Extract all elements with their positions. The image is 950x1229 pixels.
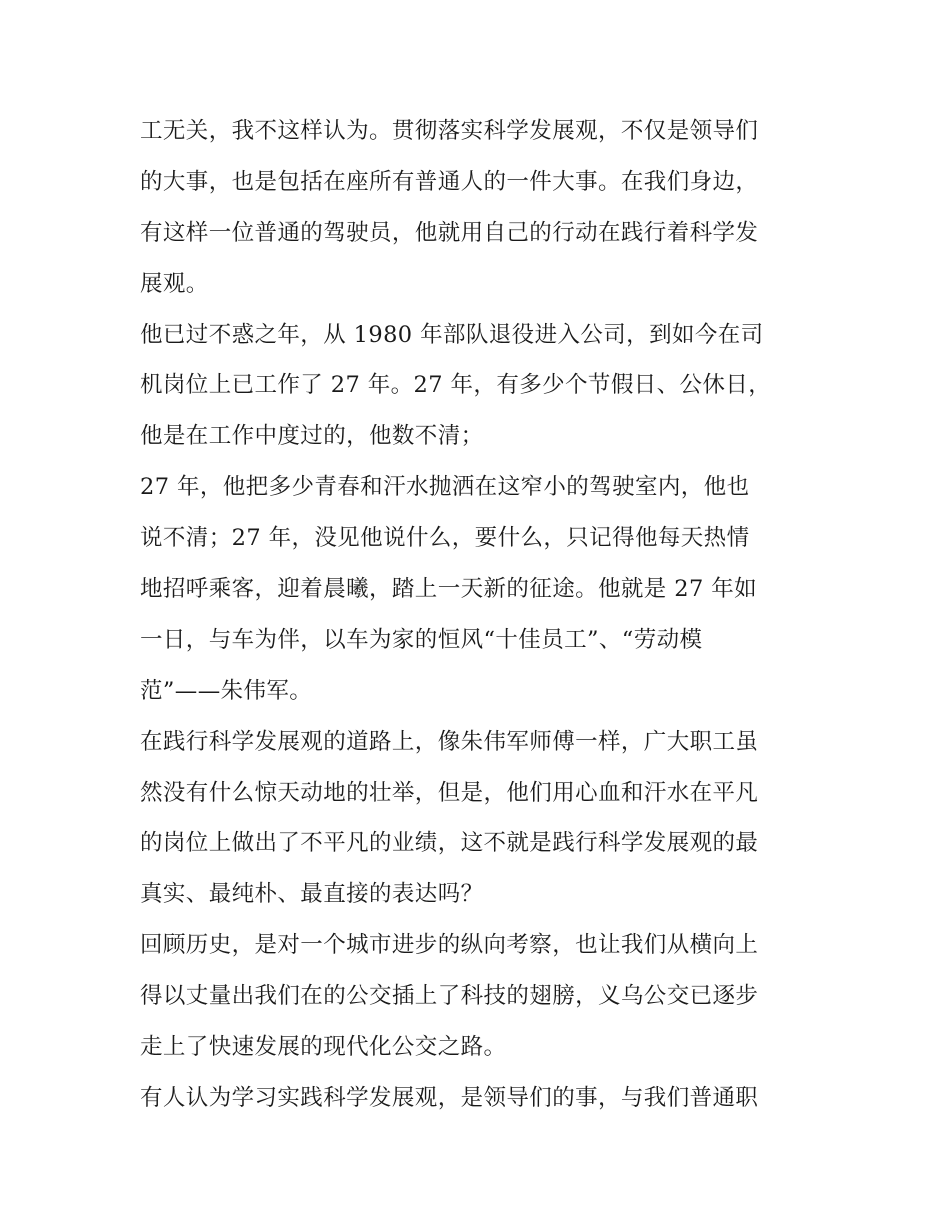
text-line: 一日，与车为伴，以车为家的恒风“十佳员工”、“劳动模 [140,626,703,653]
text-line: 然没有什么惊天动地的壮举，但是，他们用心血和汗水在平凡 [140,779,759,806]
text-line: 真实、最纯朴、最直接的表达吗？ [140,881,484,908]
text-line: 有人认为学习实践科学发展观，是领导们的事，与我们普通职 [140,1084,759,1111]
text-line: 走上了快速发展的现代化公交之路。 [140,1034,507,1061]
text-line: 范”——朱伟军。 [140,677,313,704]
text-line: 机岗位上已工作了 27 年。27 年，有多少个节假日、公休日， [140,372,772,399]
text-line: 说不清；27 年，没见他说什么，要什么，只记得他每天热情 [140,525,750,552]
text-line: 工无关，我不这样认为。贯彻落实科学发展观，不仅是领导们 [140,118,759,144]
text-line: 他是在工作中度过的，他数不清； [140,423,484,450]
text-line: 的岗位上做出了不平凡的业绩，这不就是践行科学发展观的最 [140,830,759,857]
text-line: 有这样一位普通的驾驶员，他就用自己的行动在践行着科学发 [140,219,759,246]
text-line: 27 年，他把多少青春和汗水抛洒在这窄小的驾驶室内，他也 [140,474,750,501]
text-line: 的大事，也是包括在座所有普通人的一件大事。在我们身边， [140,168,759,195]
text-line: 展观。 [140,270,209,297]
document-body [140,106,820,1124]
text-line: 回顾历史，是对一个城市进步的纵向考察，也让我们从横向上 [140,932,759,959]
text-line: 地招呼乘客，迎着晨曦，踏上一天新的征途。他就是 27 年如 [140,576,758,603]
text-line: 在践行科学发展观的道路上，像朱伟军师傅一样，广大职工虽 [140,728,759,755]
text-line: 他已过不惑之年，从 1980 年部队退役进入公司，到如今在司 [140,321,764,348]
text-line: 得以丈量出我们在的公交插上了科技的翅膀，义乌公交已逐步 [140,983,759,1010]
